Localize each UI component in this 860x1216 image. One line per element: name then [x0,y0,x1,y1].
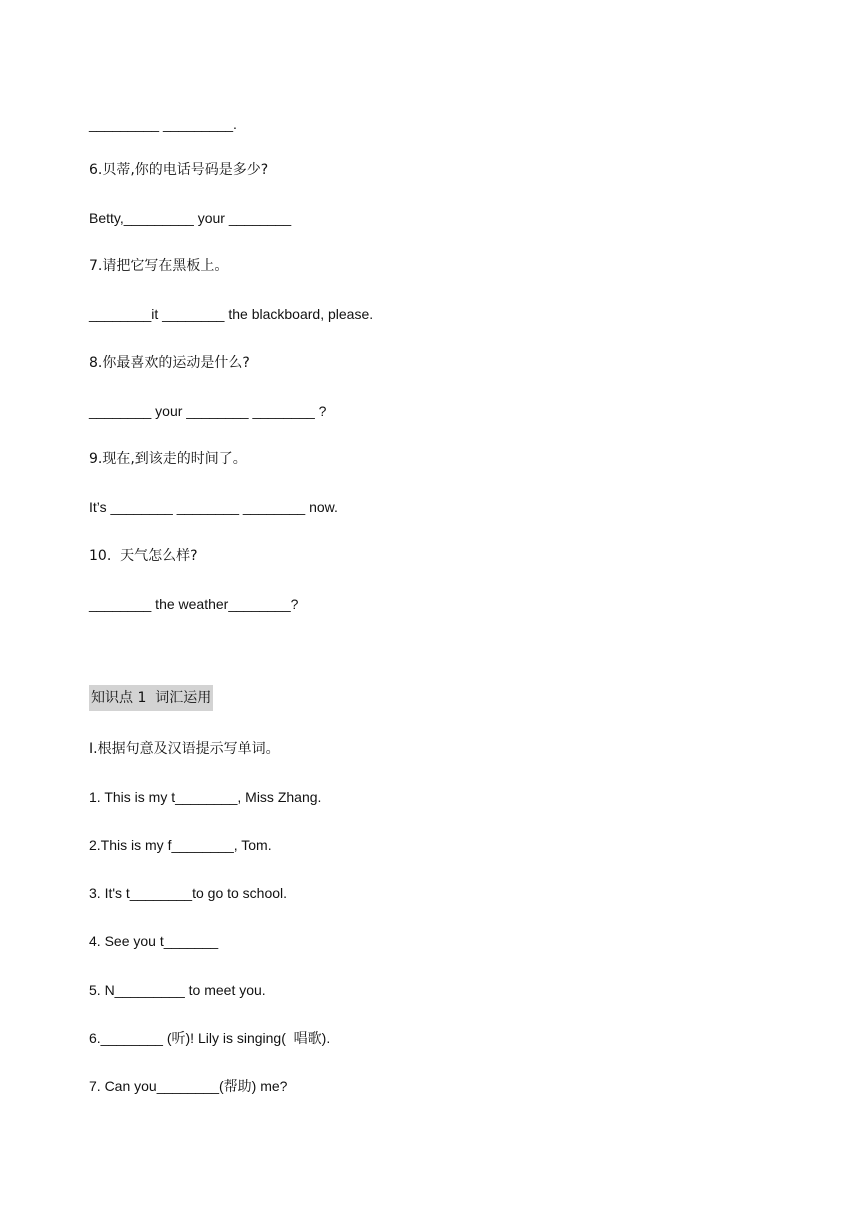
question-6-chinese: 6.贝蒂,你的电话号码是多少? [89,162,269,178]
vocab-item-3: 3. It's t________to go to school. [89,885,288,901]
vocab-item-6: 6.________ (听)! Lily is singing( 唱歌). [89,1030,331,1046]
section-heading-vocabulary: 知识点 1 词汇运用 [89,685,213,711]
question-10-chinese: 10. 天气怎么样? [89,548,198,564]
question-9-chinese: 9.现在,到该走的时间了。 [89,451,247,467]
answer-line-10: ________ the weather________? [89,596,299,612]
vocab-item-7: 7. Can you________(帮助) me? [89,1078,288,1094]
answer-line-7: ________it ________ the blackboard, please. [89,306,374,322]
answer-line-6: Betty,_________ your ________ [89,210,292,226]
question-7-chinese: 7.请把它写在黑板上。 [89,258,229,274]
vocab-item-5: 5. N_________ to meet you. [89,982,266,998]
answer-line-5: _________ _________. [89,116,237,132]
vocab-item-1: 1. This is my t________, Miss Zhang. [89,789,322,805]
answer-line-9: It’s ________ ________ ________ now. [89,499,338,515]
vocab-item-2: 2.This is my f________, Tom. [89,837,272,853]
section-instruction: I.根据句意及汉语提示写单词。 [89,741,280,757]
vocab-item-4: 4. See you t_______ [89,933,219,949]
question-8-chinese: 8.你最喜欢的运动是什么? [89,355,250,371]
answer-line-8: ________ your ________ ________ ? [89,403,327,419]
